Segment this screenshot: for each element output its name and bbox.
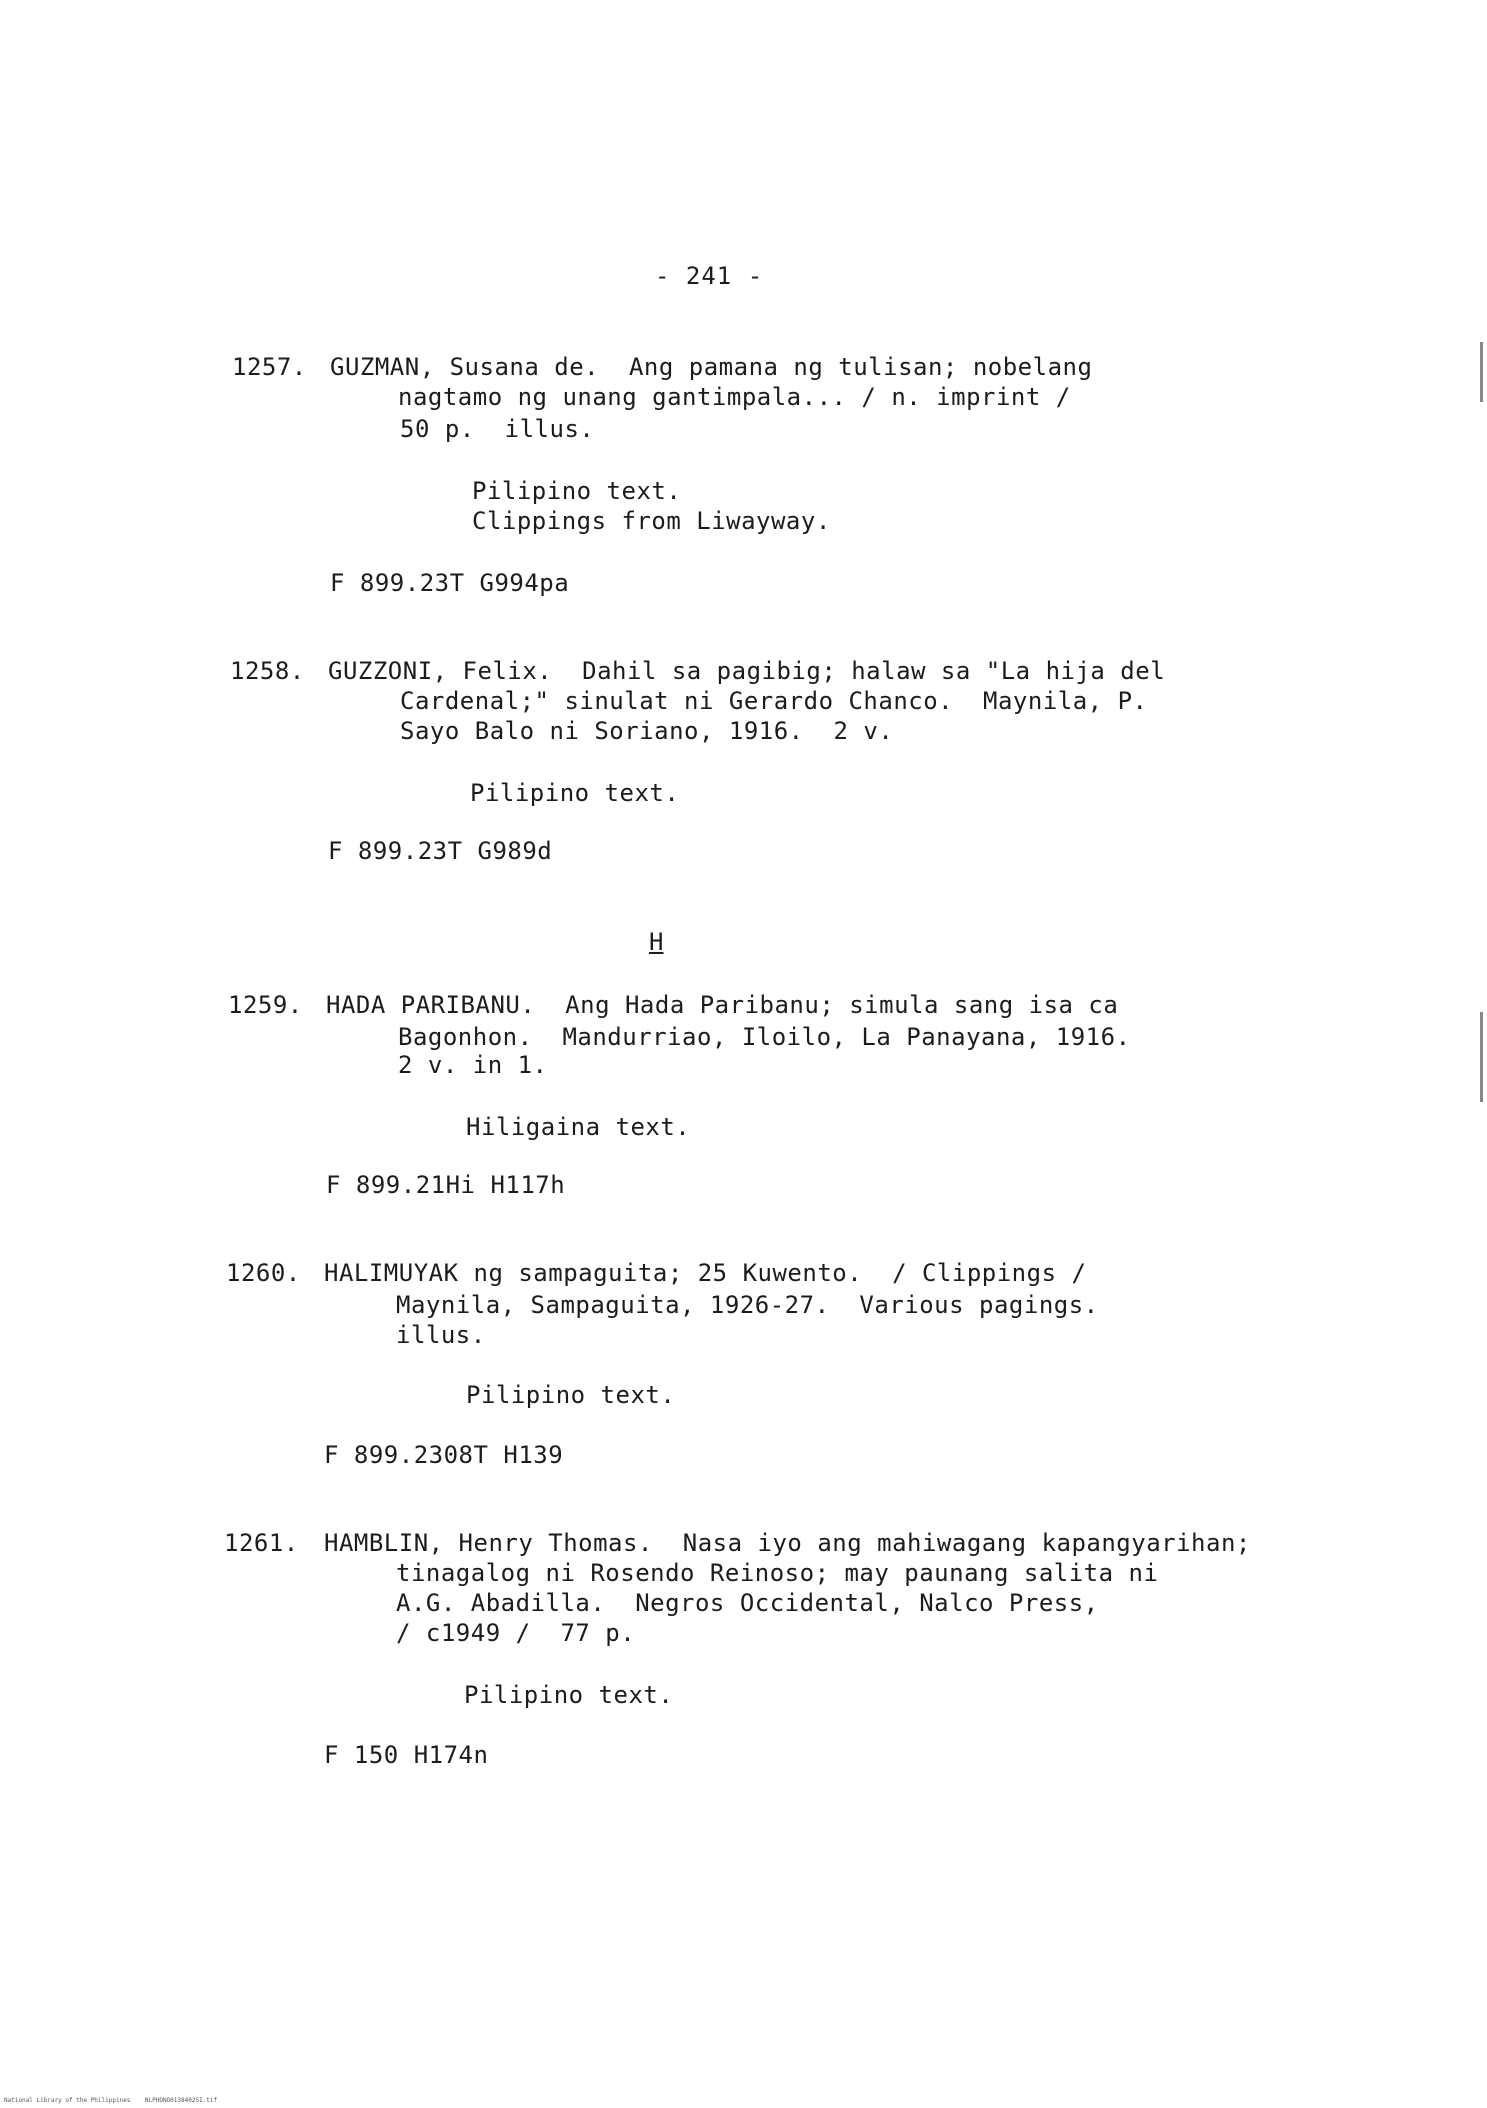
entry-note: Hiligaina text. <box>466 1113 691 1141</box>
entry-line: Sayo Balo ni Soriano, 1916. 2 v. <box>400 717 894 745</box>
entry-line: nagtamo ng unang gantimpala... ∕ n. imprint ∕ <box>398 383 1071 411</box>
call-number: F 150 H174n <box>324 1741 489 1769</box>
entry-number: 1258. <box>230 657 305 685</box>
call-number: F 899.23T G994pa <box>330 569 570 597</box>
entry-line: 50 p. illus. <box>400 415 595 443</box>
entry-note: Pilipino text. <box>466 1381 676 1409</box>
entry-note: Pilipino text. <box>472 477 682 505</box>
call-number: F 899.2308T H139 <box>324 1441 564 1469</box>
entry-line: illus. <box>396 1321 486 1349</box>
entry-line: ∕ c1949 ∕ 77 p. <box>396 1619 636 1647</box>
entry-line: GUZZONI, Felix. Dahil sa pagibig; halaw sa "La hija del <box>328 657 1166 685</box>
page-number: - 241 - <box>655 262 764 290</box>
entry-line: HALIMUYAK ng sampaguita; 25 Kuwento. ∕ Clippings ∕ <box>324 1259 1087 1287</box>
entry-number: 1261. <box>224 1529 299 1557</box>
entry-line: tinagalog ni Rosendo Reinoso; may paunang salita ni <box>396 1559 1159 1587</box>
entry-note: Clippings from Liwayway. <box>472 507 831 535</box>
entry-line: HAMBLIN, Henry Thomas. Nasa iyo ang mahiwagang kapangyarihan; <box>324 1529 1251 1557</box>
entry-line: 2 v. in 1. <box>398 1051 548 1079</box>
entry-number: 1257. <box>232 353 307 381</box>
entry-number: 1260. <box>226 1259 301 1287</box>
section-heading: H <box>649 928 664 956</box>
entry-note: Pilipino text. <box>470 779 680 807</box>
entry-line: Bagonhon. Mandurriao, Iloilo, La Panayana, 1916. <box>398 1023 1131 1051</box>
entry-note: Pilipino text. <box>464 1681 674 1709</box>
entry-line: Maynila, Sampaguita, 1926-27. Various pagings. <box>396 1291 1099 1319</box>
entry-line: Cardenal;" sinulat ni Gerardo Chanco. Maynila, P. <box>400 687 1148 715</box>
entry-line: HADA PARIBANU. Ang Hada Paribanu; simula sang isa ca <box>326 991 1119 1019</box>
entry-number: 1259. <box>228 991 303 1019</box>
call-number: F 899.23T G989d <box>328 837 553 865</box>
call-number: F 899.21Hi H117h <box>326 1171 566 1199</box>
entry-line: A.G. Abadilla. Negros Occidental, Nalco Press, <box>396 1589 1099 1617</box>
scan-footer: National Library of the Philippines NLPHDNO01384025I.tif <box>4 2097 218 2104</box>
scan-edge-mark <box>1480 342 1483 402</box>
entry-line: GUZMAN, Susana de. Ang pamana ng tulisan; nobelang <box>330 353 1093 381</box>
scan-edge-mark <box>1480 1012 1483 1102</box>
